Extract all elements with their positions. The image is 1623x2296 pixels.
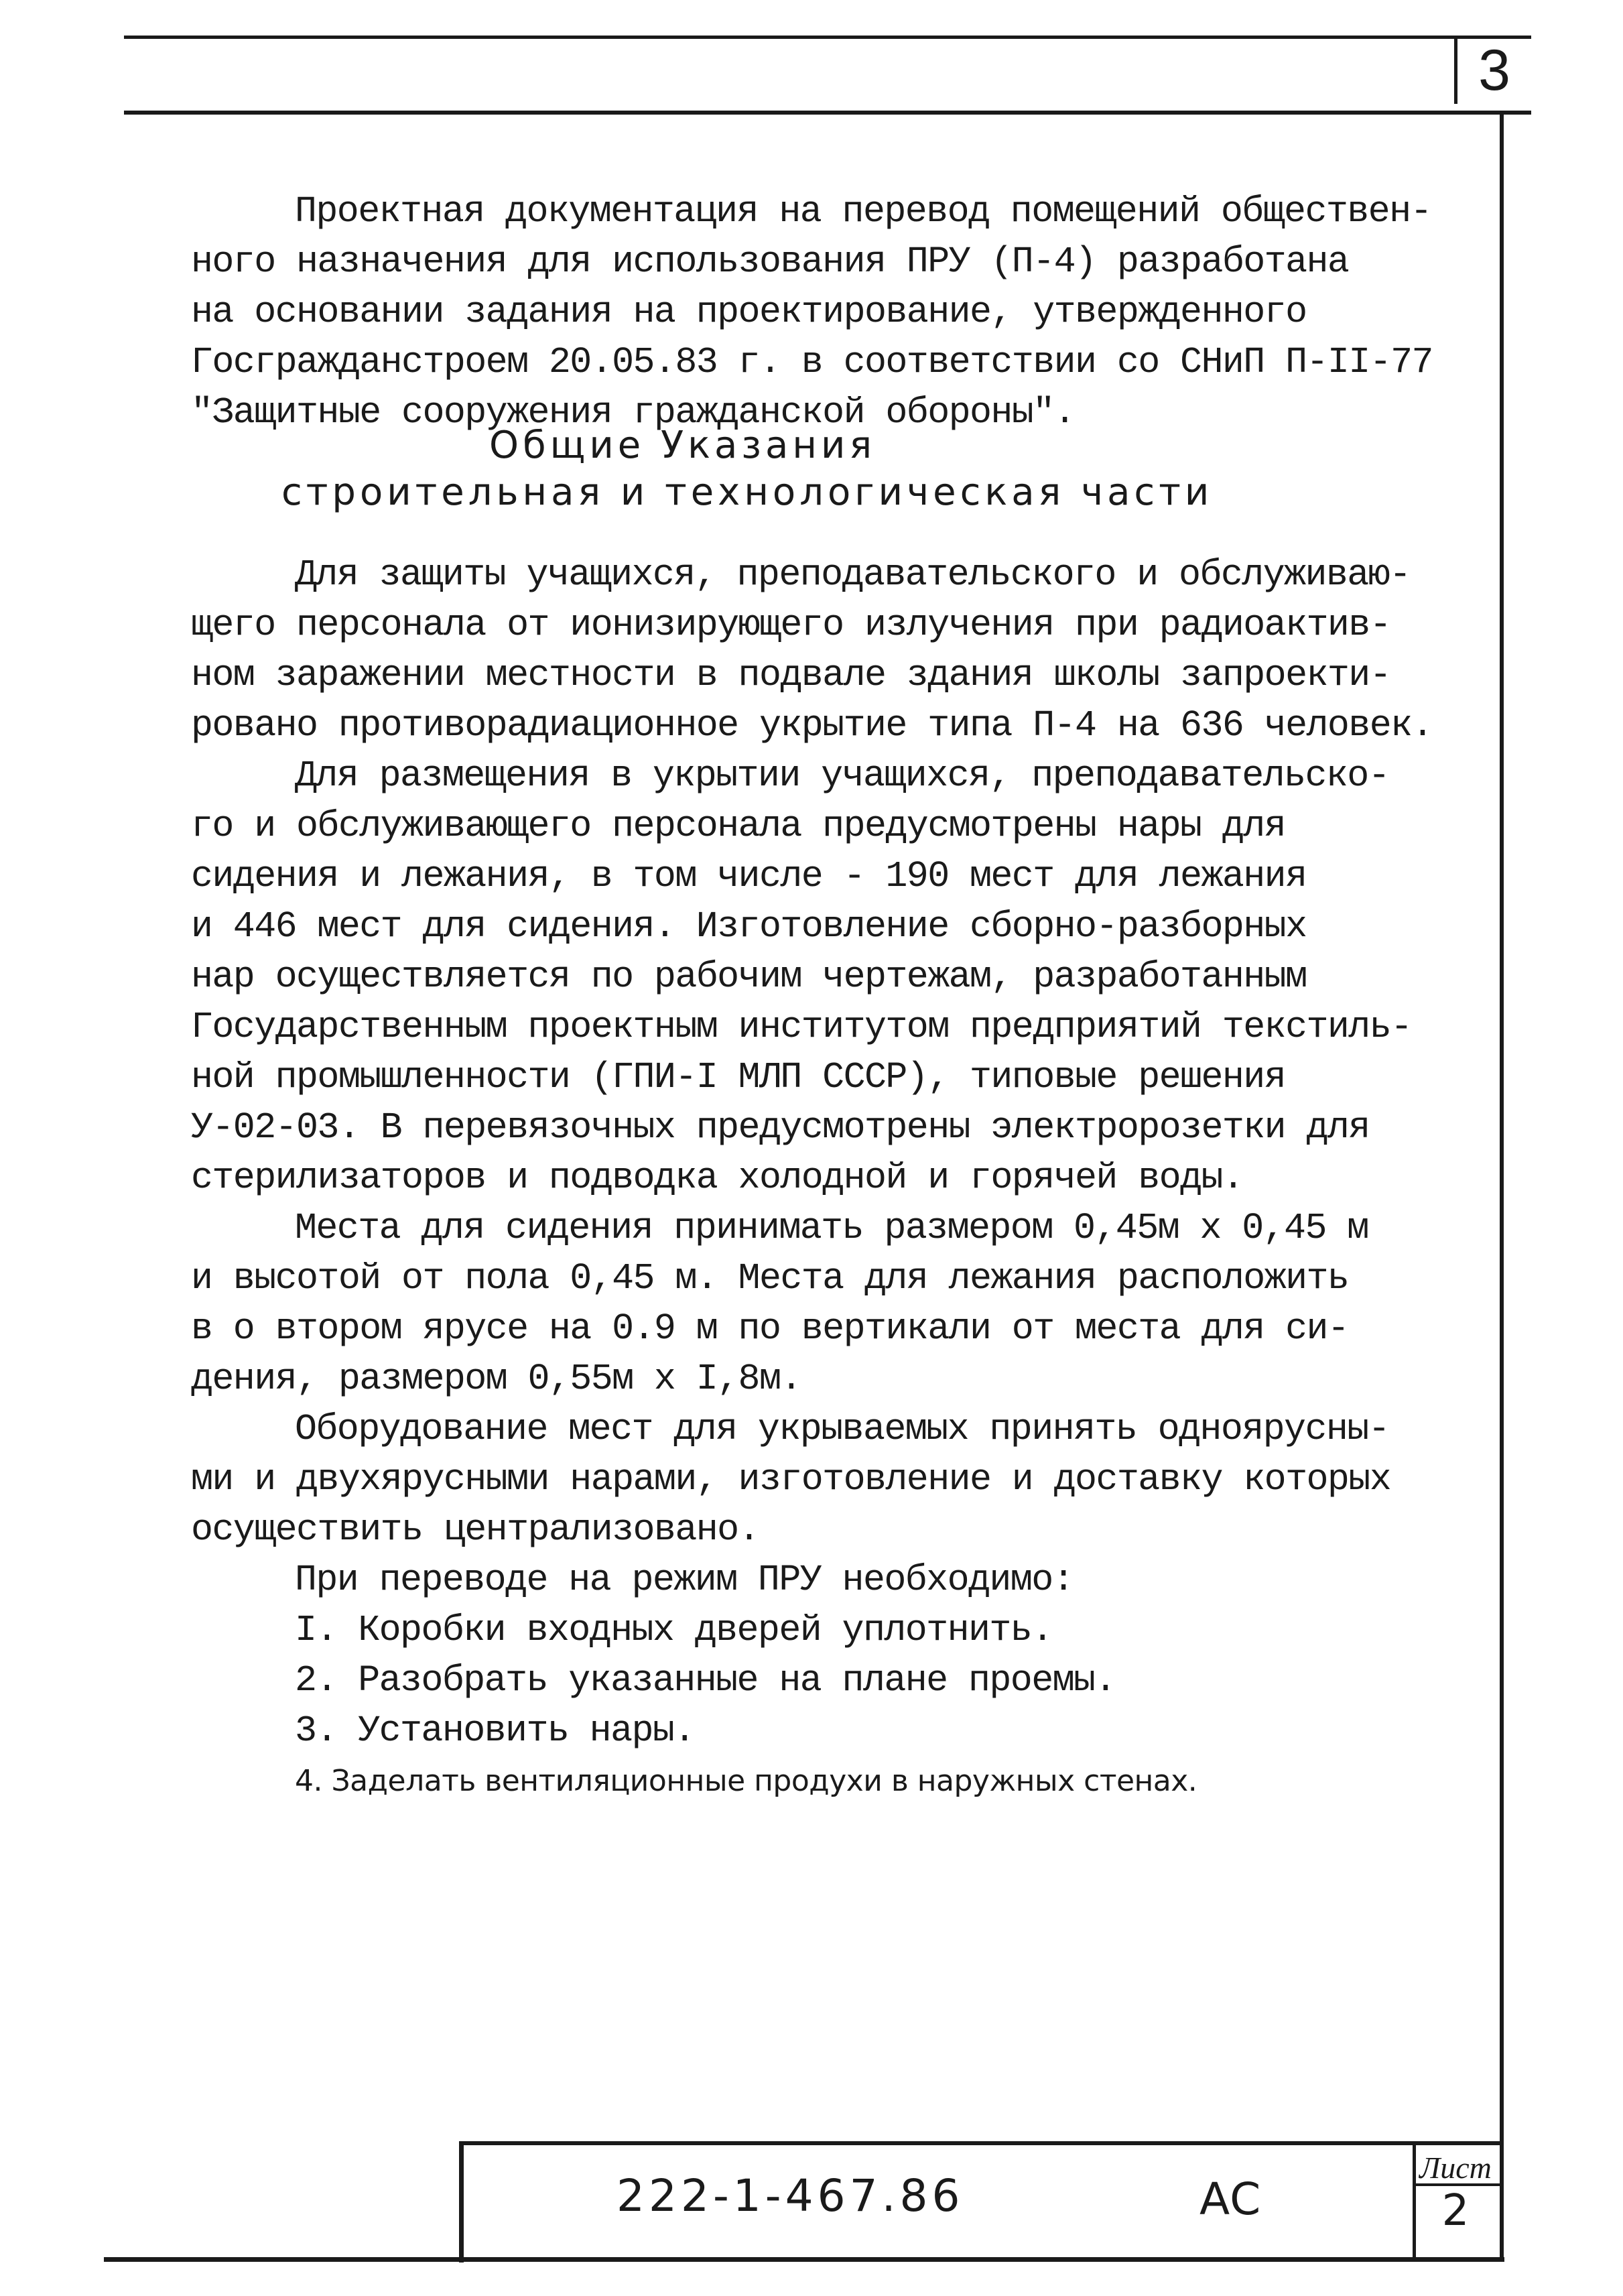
paragraph-line: При переводе на режим ПРУ необходимо:: [295, 1559, 1074, 1601]
paragraph-line: ми и двухярусными нарами, изготовление и доставку которых: [191, 1458, 1391, 1501]
paragraph-line: ной промышленности (ГПИ-I МЛП СССР), типовые решения: [191, 1056, 1286, 1098]
list-item: 4. Заделать вентиляционные продухи в наружных стенах.: [295, 1764, 1197, 1798]
list-item: I. Коробки входных дверей уплотнить.: [295, 1609, 1053, 1651]
paragraph-line: щего персонала от ионизирующего излучения при радиоактив-: [191, 604, 1391, 646]
paragraph-line: и 446 мест для сидения. Изготовление сборно-разборных: [191, 905, 1307, 948]
paragraph-line: сидения и лежания, в том числе - 190 мест для лежания: [191, 855, 1307, 897]
list-item: 3. Установить нары.: [295, 1710, 695, 1752]
paragraph-line: ровано противорадиационное укрытие типа П-4 на 636 человек.: [191, 704, 1433, 747]
section-heading: Общие Указания: [489, 424, 877, 467]
sheet-label: Лист: [1419, 2151, 1492, 2185]
paragraph-line: Для защиты учащихся, преподавательского и обслуживаю-: [295, 554, 1411, 596]
paragraph-line: и высотой от пола 0,45 м. Места для лежания расположить: [191, 1257, 1349, 1299]
paragraph-line: в о втором ярусе на 0.9 м по вертикали от места для си-: [191, 1308, 1349, 1350]
paragraph-line: У-02-03. В перевязочных предусмотрены электророзетки для: [191, 1106, 1370, 1149]
paragraph-line: Места для сидения принимать размером 0,45м х 0,45 м: [295, 1207, 1368, 1249]
paragraph-line: Для размещения в укрытии учащихся, преподавательско-: [295, 755, 1390, 797]
intro-line: Госгражданстроем 20.05.83 г. в соответствии со СНиП П-II-77: [191, 341, 1433, 383]
intro-line: на основании задания на проектирование, утвержденного: [191, 291, 1307, 333]
intro-line: "Защитные сооружения гражданской обороны".: [191, 391, 1076, 434]
list-item: 2. Разобрать указанные на плане проемы.: [295, 1659, 1116, 1702]
paragraph-line: Государственным проектным институтом предприятий текстиль-: [191, 1006, 1412, 1048]
intro-line: ного назначения для использования ПРУ (П-4) разработана: [191, 241, 1349, 283]
document-code: 222-1-467.86: [616, 2170, 964, 2222]
sheet-number: 2: [1441, 2186, 1470, 2236]
top-border-line: [124, 36, 1531, 39]
title-block: [459, 2141, 1502, 2262]
header-underline: [124, 111, 1531, 115]
paragraph-line: дения, размером 0,55м х I,8м.: [191, 1358, 801, 1400]
paragraph-line: осуществить централизовано.: [191, 1509, 759, 1551]
paragraph-line: стерилизаторов и подводка холодной и горячей воды.: [191, 1157, 1244, 1199]
intro-line: Проектная документация на перевод помещений обществен-: [295, 190, 1431, 233]
paragraph-line: Оборудование мест для укрываемых принять одноярусны-: [295, 1408, 1390, 1450]
right-border-line: [1500, 111, 1504, 2262]
paragraph-line: го и обслуживающего персонала предусмотрены нары для: [191, 805, 1286, 847]
paragraph-line: нар осуществляется по рабочим чертежам, разработанным: [191, 956, 1307, 998]
section-code: АС: [1199, 2173, 1261, 2225]
page-number: 3: [1454, 37, 1531, 104]
paragraph-line: ном заражении местности в подвале здания школы запроекти-: [191, 654, 1391, 696]
section-subheading: строительная и технологическая части: [281, 470, 1214, 514]
